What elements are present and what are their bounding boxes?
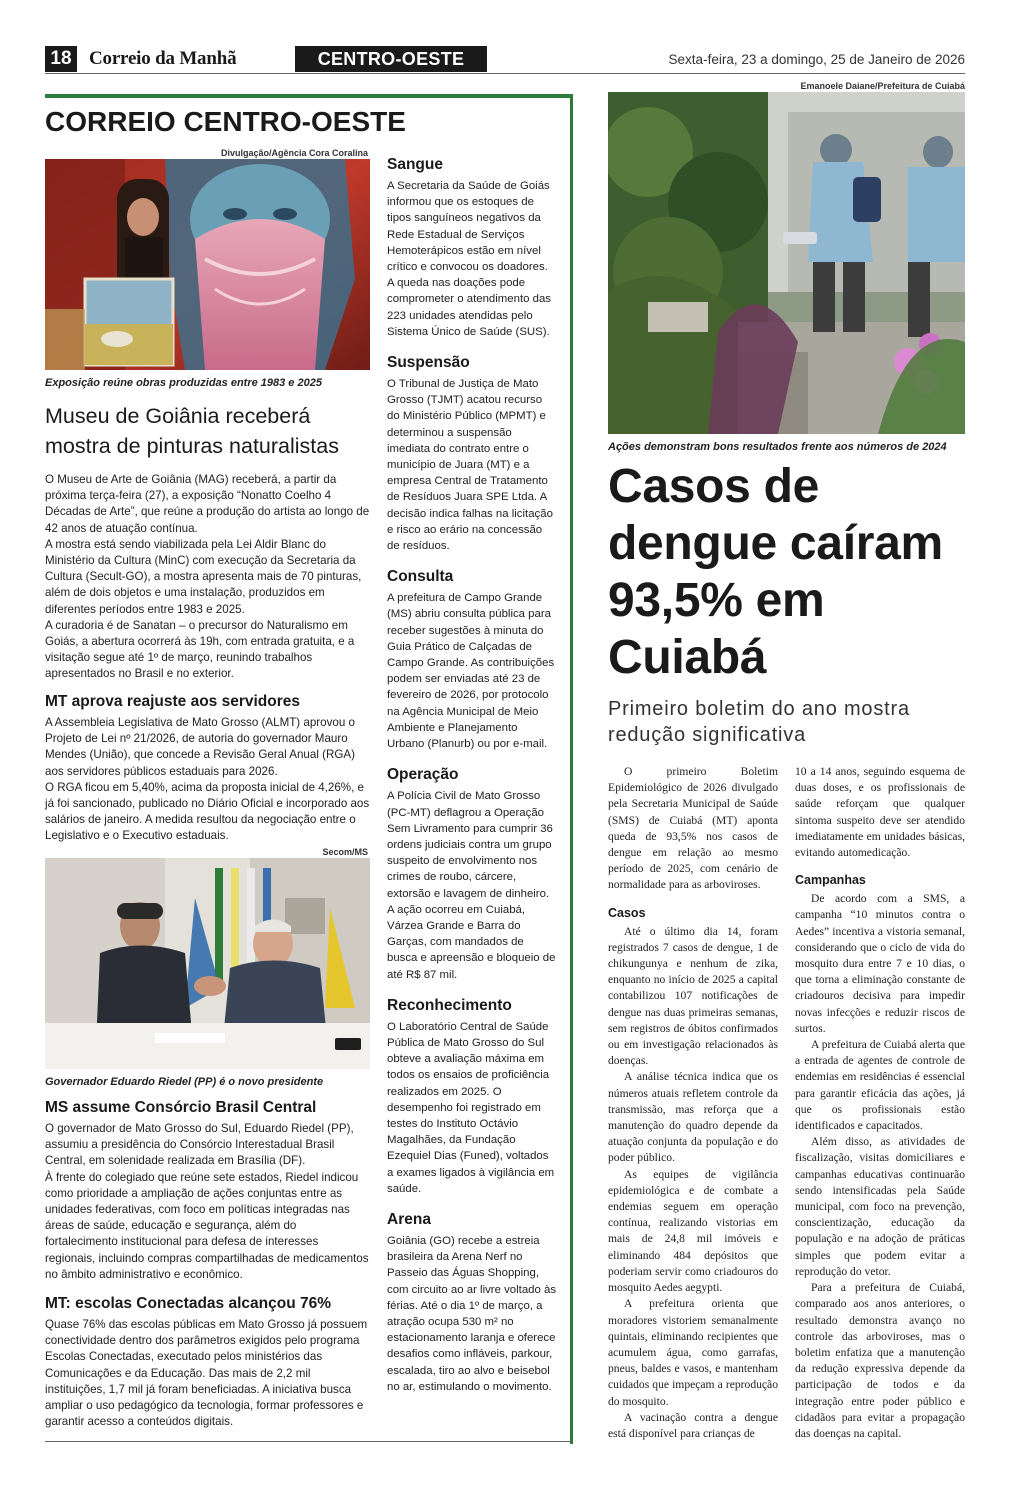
brief-consulta (387, 566, 557, 752)
dengue-paragraph: A prefeitura de Cuiabá alerta que a entrada de agentes de controle de endemias em residências é essencial para garantir eficácia das ações, já que os profissionais estão identificados e capacitados. (795, 1038, 965, 1133)
brief-text: Goiânia (GO) recebe a estreia brasileira da Arena Nerf no Passeio das Águas Shopping, com circuito ao ar livre voltado às férias. Até o dia 1º de março, a atração ocupa 530 m² no estacionamento laranja e oferece desafios como infláveis, parkour, escalada, tiro ao alvo e beisebol no ar, estimulando o movimento. (387, 1234, 557, 1393)
brief-text: A prefeitura de Campo Grande (MS) abriu consulta pública para receber sugestões à minuta do Guia Prático de Calçadas de Campo Grande. As contribuições podem ser enviadas até 23 de fevereiro de 2026, por protocolo na Agência Municipal de Meio Ambiente e Planejamento Urbano (Planurb) ou por e-mail. (387, 592, 555, 751)
dengue-headline: Casos de dengue caíram 93,5% em Cuiabá (608, 460, 943, 684)
dengue-column-2 (795, 764, 965, 1442)
brief-sangue (387, 154, 557, 340)
section-tag: CENTRO-OESTE (295, 46, 487, 72)
news-briefs-column (387, 154, 557, 1407)
dengue-subhead-campanhas: Campanhas (795, 873, 866, 888)
dengue-paragraph: Além disso, as atividades de fiscalização, visitas domiciliares e campanhas educativas continuarão sendo intensificadas pela Saúde municipal, com foco na prevenção, conscientização, educação da população e na adoção de práticas simples que podem evitar a reprodução do vetor. (795, 1135, 965, 1278)
mt-salary-body (45, 715, 370, 845)
mt-salary-paragraph: A Assembleia Legislativa de Mato Grosso (ALMT) aprovou o Projeto de Lei nº 21/2026, de autoria do governador Mauro Mendes (União), que concede a Revisão Geral Anual (RGA) aos servidores públicos estaduais para 2026. (45, 716, 355, 778)
dengue-column-1 (608, 764, 778, 1442)
art-story-paragraph: A mostra está sendo viabilizada pela Lei Aldir Blanc do Ministério da Cultura (MinC) com execução da Secretaria da Cultura (Secult-GO), a mostra apresenta mais de 70 pinturas, além de dois objetos e uma instalação, produzidos em diferentes períodos entre 1983 e 2025. (45, 537, 362, 616)
dengue-paragraph: As equipes de vigilância epidemiológica e de combate a endemias seguem em operação contínua, realizando vistorias em mais de 24,8 mil imóveis e eliminando 484 depósitos que poderiam servir como criadouros do mosquito Aedes aegypti. (608, 1167, 778, 1295)
brief-title: Reconhecimento (387, 996, 512, 1014)
art-exhibition-photo (45, 159, 370, 370)
brief-title: Operação (387, 766, 459, 784)
ms-photo-credit: Secom/MS (322, 847, 368, 857)
ms-consortium-paragraph: O governador de Mato Grosso do Sul, Eduardo Riedel (PP), assumiu a presidência do Consórcio Interestadual Brasil Central, em solenidade realizada em Brasília (DF). (45, 1122, 354, 1168)
newspaper-name: Correio da Manhã (89, 48, 237, 69)
schools-body (45, 1317, 370, 1430)
dengue-paragraph: Até o último dia 14, foram registrados 7 casos de dengue, 1 de chikungunya e nenhum de zika, enquanto no início de 2025 a capital contabilizou 107 notificações de dengue nas duas primeiras semanas, sem registros de óbitos confirmados ou em investigação relacionados às doenças. (608, 924, 778, 1068)
dengue-photo-credit: Emanoele Daiane/Prefeitura de Cuiabá (800, 81, 965, 91)
dengue-paragraph: A prefeitura orienta que moradores vistoriem semanalmente quintais, eliminando recipientes que acumulem água, como garrafas, pneus, baldes e vasos, e mantenham cuidados que impeçam a reprodução do mosquito. (608, 1297, 778, 1408)
brief-text: A Polícia Civil de Mato Grosso (PC-MT) deflagrou a Operação Sem Livramento para cumprir 36 ordens judiciais contra um grupo suspeito de envolvimento nos crimes de roubo, cárcere, extorsão e lavagem de dinheiro. A ação ocorreu em Cuiabá, Várzea Grande e Barra do Garças, com mandados de busca e apreensão e bloqueio de até R$ 87 mil. (387, 790, 556, 981)
brief-text: A Secretaria da Saúde de Goiás informou que os estoques de tipos sanguíneos negativos da Rede Estadual de Serviços Hemoterápicos estão em nível crítico e convocou os doadores. A queda nas doações pode comprometer o atendimento das 223 unidades atendidas pelo Sistema Único de Saúde (SUS). (387, 180, 551, 338)
mt-salary-paragraph: O RGA ficou em 5,40%, acima da proposta inicial de 4,26%, e já foi sancionado, publicado no Diário Oficial e incorporado aos salários de janeiro. A medida resultou da negociação entre o Legislativo e o Executivo estaduais. (45, 780, 370, 843)
ms-consortium-paragraph: À frente do colegiado que reúne sete estados, Riedel indicou como prioridade a ampliação de ações conjuntas entre as unidades federativas, com foco em políticas integradas nas áreas de saúde, educação e segurança, além do fortalecimento institucional para defesa de interesses regionais, incluindo compras compartilhadas de medicamentos no âmbito administrativo e econômico. (45, 1170, 369, 1281)
art-story-headline: Museu de Goiânia receberá mostra de pinturas naturalistas (45, 404, 339, 458)
dengue-subhead-casos: Casos (608, 905, 646, 920)
section-accent-side-bar (570, 94, 573, 1444)
dengue-deck: Primeiro boletim do ano mostra redução significativa (608, 698, 910, 746)
schools-headline: MT: escolas Conectadas alcançou 76% (45, 1295, 332, 1312)
issue-date: Sexta-feira, 23 a domingo, 25 de Janeiro de 2026 (668, 52, 965, 67)
ms-consortium-body (45, 1121, 370, 1283)
art-story-body (45, 472, 370, 683)
brief-title: Sangue (387, 156, 443, 173)
brief-title: Suspensão (387, 354, 470, 372)
masthead-rule (45, 73, 965, 74)
ms-consortium-headline: MS assume Consórcio Brasil Central (45, 1099, 317, 1116)
ms-photo-caption: Governador Eduardo Riedel (PP) é o novo presidente (45, 1076, 324, 1088)
art-photo-credit: Divulgação/Agência Cora Coralina (220, 148, 368, 158)
brief-text: O Tribunal de Justiça de Mato Grosso (TJMT) acatou recurso do Ministério Público (MPMT) e determinou a suspensão imediata do contrato entre o município de Juara (MT) e a empresa Central de Tratamento de Resíduos Juara SPE Ltda. A decisão indica falhas na licitação e risco ao erário na concessão de resíduos. (387, 378, 553, 553)
brief-title: Arena (387, 1210, 431, 1228)
brief-operacao (387, 764, 557, 982)
mt-salary-headline: MT aprova reajuste aos servidores (45, 693, 301, 710)
art-story-paragraph: A curadoria é de Sanatan – o precursor do Naturalismo em Goiás, a abertura ocorrerá às 19h, com entrada gratuita, e a visitação segue até 1º de março, reunindo trabalhos apresentados no Brasil e no exterior. (45, 618, 355, 681)
section-accent-bar (45, 94, 571, 98)
dengue-photo-caption: Ações demonstram bons resultados frente aos números de 2024 (608, 441, 947, 453)
dengue-inspection-photo (608, 92, 965, 434)
dengue-paragraph: A análise técnica indica que os números atuais refletem controle da transmissão, mas reforça que a manutenção do quadro depende da atuação conjunta da população e do poder público. (608, 1070, 778, 1165)
brief-arena (387, 1209, 557, 1395)
page-number: 18 (45, 46, 77, 72)
art-story-paragraph: O Museu de Arte de Goiânia (MAG) receberá, a partir da próxima terça-feira (27), a exposição “Nonatto Coelho 4 Décadas de Arte”, que reúne a produção do artista ao longo de 42 anos de atuação contínua. (45, 473, 370, 535)
bottom-rule (45, 1441, 571, 1442)
dengue-paragraph: Para a prefeitura de Cuiabá, comparado aos anos anteriores, o resultado demonstra avanço no controle das arboviroses, mas o boletim enfatiza que a manutenção da redução expressiva depende da participação de todos e da integração entre poder público e cidadãos para evitar a propagação das doenças na capital. (795, 1281, 965, 1440)
dengue-paragraph: De acordo com a SMS, a campanha “10 minutos contra o Aedes” incentiva a vistoria semanal, considerando que o ciclo de vida do mosquito dura entre 7 e 10 dias, o que torna a eliminação constante de criadouros decisiva para impedir novas infecções e reduzir riscos de surtos. (795, 892, 965, 1035)
brief-suspensao (387, 352, 557, 554)
brief-title: Consulta (387, 568, 454, 586)
brief-text: O Laboratório Central de Saúde Pública de Mato Grosso do Sul obteve a avaliação máxima em todos os ensaios de proficiência realizados em 2025. O desempenho foi registrado em testes do Instituto Octávio Magalhães, da Fundação Ezequiel Dias (Funed), voltados a exames ligados à vigilância em saúde. (387, 1020, 555, 1195)
dengue-paragraph: 10 a 14 anos, seguindo esquema de duas doses, e os profissionais de saúde reforçam que qualquer sintoma suspeito deve ser atendido imediatamente em unidades básicas, evitando automedicação. (795, 765, 965, 860)
section-title: CORREIO CENTRO-OESTE (45, 106, 406, 137)
art-photo-caption: Exposição reúne obras produzidas entre 1983 e 2025 (45, 377, 322, 389)
brief-reconhecimento (387, 995, 557, 1197)
governors-handshake-photo (45, 858, 370, 1069)
dengue-intro: O primeiro Boletim Epidemiológico de 2026 divulgado pela Secretaria Municipal de Saúde (SMS) de Cuiabá (MT) aponta queda de 93,5% nos casos de dengue em relação ao mesmo período de 2025, com cenário de normalidade para as arboviroses. (608, 765, 778, 892)
dengue-paragraph: A vacinação contra a dengue está disponível para crianças de (608, 1410, 778, 1440)
schools-paragraph: Quase 76% das escolas públicas em Mato Grosso já possuem conectividade dentro dos parâmetros exigidos pelo programa Escolas Conectadas, executado pelos ministérios das Comunicações e da Educação. Das mais de 2,2 mil instituições, 1,7 mil já foram beneficiadas. A iniciativa busca ampliar o uso pedagógico da tecnologia, formar professores e garantir acesso a conteúdos digitais. (45, 1318, 368, 1429)
